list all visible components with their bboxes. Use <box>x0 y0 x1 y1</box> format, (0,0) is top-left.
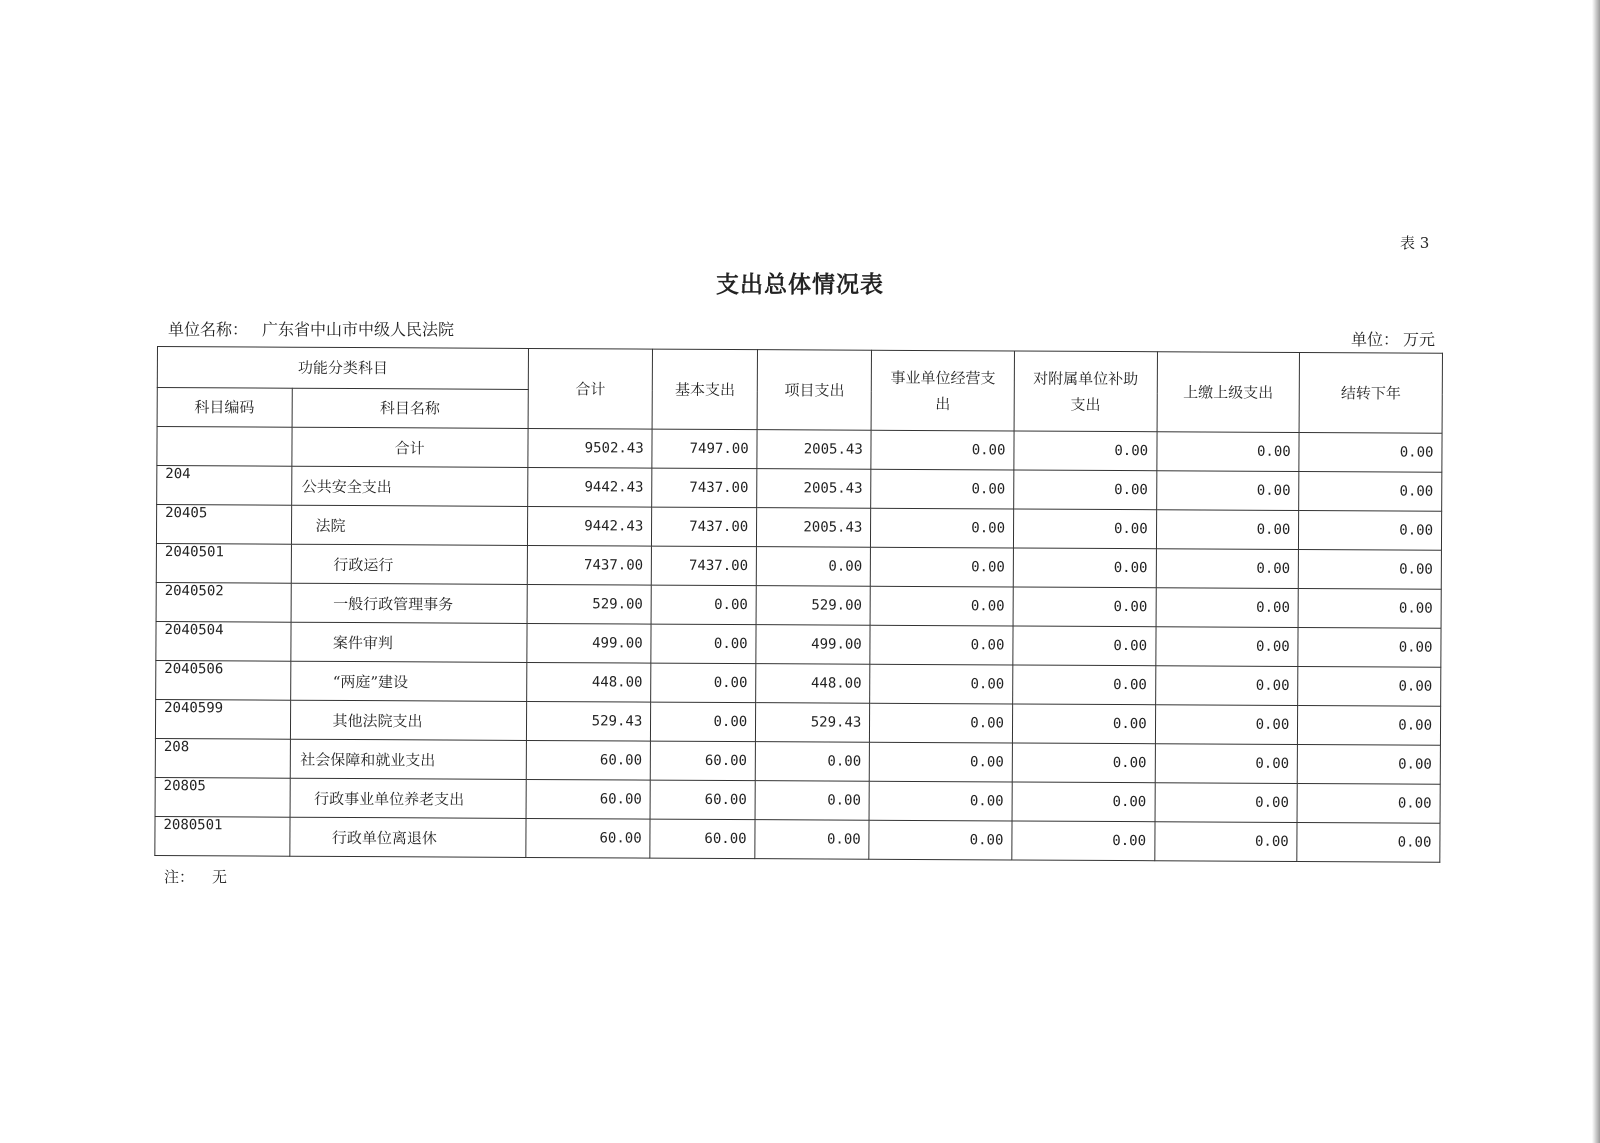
row-upper: 0.00 <box>1155 666 1298 706</box>
header-subject-code: 科目编码 <box>157 388 292 428</box>
row-total: 529.00 <box>527 584 652 624</box>
row-basic: 7437.00 <box>652 468 757 508</box>
row-carry: 0.00 <box>1298 588 1441 628</box>
row-code: 20405 <box>156 505 291 545</box>
row-project: 2005.43 <box>757 430 871 470</box>
row-upper: 0.00 <box>1156 510 1299 550</box>
row-total: 9502.43 <box>528 428 653 468</box>
table-body <box>155 427 1442 863</box>
row-carry: 0.00 <box>1299 471 1442 511</box>
row-upper: 0.00 <box>1155 705 1298 745</box>
row-business: 0.00 <box>870 625 1013 665</box>
row-business: 0.00 <box>871 469 1014 509</box>
row-project: 0.00 <box>755 781 869 821</box>
header-subsidy-expenditure: 对附属单位补助支出 <box>1014 351 1157 432</box>
table-row <box>157 466 1442 512</box>
table-row <box>156 621 1441 667</box>
unit-value: 万元 <box>1403 330 1436 349</box>
row-upper: 0.00 <box>1156 471 1299 511</box>
row-project: 448.00 <box>756 664 870 704</box>
table-row <box>156 582 1441 628</box>
row-basic: 0.00 <box>651 663 756 703</box>
row-project: 0.00 <box>755 820 869 860</box>
row-business: 0.00 <box>871 547 1014 587</box>
row-basic: 7497.00 <box>652 429 757 469</box>
table-header <box>157 347 1442 434</box>
unit-name-line <box>168 317 454 340</box>
row-carry: 0.00 <box>1299 549 1442 589</box>
row-project: 529.43 <box>756 703 870 743</box>
row-basic: 60.00 <box>650 780 755 820</box>
row-name: 行政单位离退休 <box>289 817 526 857</box>
form-number: 表 3 <box>1400 234 1430 252</box>
row-code: 20805 <box>155 777 290 817</box>
header-carry-forward: 结转下年 <box>1299 352 1442 433</box>
row-upper: 0.00 <box>1155 783 1298 823</box>
row-total: 7437.00 <box>527 545 652 585</box>
row-total: 60.00 <box>526 818 651 858</box>
row-upper: 0.00 <box>1156 432 1299 472</box>
row-total: 60.00 <box>526 740 651 780</box>
row-code <box>157 427 292 467</box>
row-carry: 0.00 <box>1298 627 1441 667</box>
row-project: 0.00 <box>756 547 870 587</box>
note-value: 无 <box>212 868 228 886</box>
row-upper: 0.00 <box>1156 549 1299 589</box>
row-name: 案件审判 <box>290 622 527 662</box>
row-basic: 0.00 <box>651 702 756 742</box>
row-basic: 60.00 <box>650 741 755 781</box>
row-total: 60.00 <box>526 779 651 819</box>
table-row <box>155 816 1440 862</box>
unit-name-value: 广东省中山市中级人民法院 <box>262 320 455 339</box>
row-basic: 60.00 <box>650 819 755 859</box>
header-total: 合计 <box>528 348 653 429</box>
row-carry: 0.00 <box>1299 510 1442 550</box>
row-basic: 7437.00 <box>651 546 756 586</box>
table-row <box>155 777 1440 823</box>
scan-edge-shadow <box>1592 0 1600 1143</box>
row-name: 行政事业单位养老支出 <box>290 778 527 818</box>
row-subsidy: 0.00 <box>1013 587 1156 627</box>
row-code: 2040506 <box>156 660 291 700</box>
row-name: 其他法院支出 <box>290 700 527 740</box>
table-row <box>156 505 1441 551</box>
header-basic-expenditure: 基本支出 <box>652 349 757 430</box>
unit-line <box>1351 327 1435 350</box>
row-subsidy: 0.00 <box>1012 743 1155 783</box>
row-carry: 0.00 <box>1298 744 1441 784</box>
table-row <box>156 543 1441 589</box>
table-row <box>155 699 1440 745</box>
row-code: 2080501 <box>155 816 290 856</box>
row-total: 529.43 <box>526 701 651 741</box>
row-code: 2040504 <box>156 621 291 661</box>
row-subsidy: 0.00 <box>1013 626 1156 666</box>
row-subsidy: 0.00 <box>1013 509 1156 549</box>
row-upper: 0.00 <box>1155 627 1298 667</box>
row-name: 公共安全支出 <box>291 466 528 506</box>
row-basic: 0.00 <box>651 585 756 625</box>
header-subject-name: 科目名称 <box>292 388 529 428</box>
table-row <box>155 738 1440 784</box>
row-name: 社会保障和就业支出 <box>290 739 527 779</box>
row-carry: 0.00 <box>1299 432 1442 472</box>
header-row-1 <box>157 347 1442 395</box>
row-upper: 0.00 <box>1156 588 1299 628</box>
row-upper: 0.00 <box>1154 822 1297 862</box>
row-subsidy: 0.00 <box>1012 821 1155 861</box>
page-title: 支出总体情况表 <box>716 271 884 298</box>
row-carry: 0.00 <box>1298 666 1441 706</box>
row-code: 204 <box>157 466 292 506</box>
row-code: 2040501 <box>156 543 291 583</box>
header-project-expenditure: 项目支出 <box>757 350 872 431</box>
row-business: 0.00 <box>870 703 1013 743</box>
row-basic: 7437.00 <box>652 507 757 547</box>
row-subsidy: 0.00 <box>1013 665 1156 705</box>
row-business: 0.00 <box>871 508 1014 548</box>
row-business: 0.00 <box>869 781 1012 821</box>
row-total: 448.00 <box>527 662 652 702</box>
row-code: 208 <box>155 738 290 778</box>
row-business: 0.00 <box>870 664 1013 704</box>
row-subsidy: 0.00 <box>1012 704 1155 744</box>
row-basic: 0.00 <box>651 624 756 664</box>
row-business: 0.00 <box>870 586 1013 626</box>
row-name: 法院 <box>291 505 528 545</box>
row-project: 0.00 <box>755 742 869 782</box>
unit-name-label: 单位名称： <box>168 320 249 339</box>
row-carry: 0.00 <box>1297 822 1440 862</box>
row-carry: 0.00 <box>1298 705 1441 745</box>
row-name: “两庭”建设 <box>290 661 527 701</box>
row-total: 9442.43 <box>527 506 652 546</box>
row-total: 499.00 <box>527 623 652 663</box>
row-subsidy: 0.00 <box>1013 548 1156 588</box>
row-name: 合计 <box>291 427 528 467</box>
table-row <box>156 660 1441 706</box>
row-subsidy: 0.00 <box>1012 782 1155 822</box>
row-code: 2040502 <box>156 582 291 622</box>
row-project: 2005.43 <box>757 508 871 548</box>
row-project: 2005.43 <box>757 469 871 509</box>
note-line <box>164 866 227 887</box>
row-total: 9442.43 <box>528 467 653 507</box>
row-business: 0.00 <box>870 742 1013 782</box>
header-upper-level-expenditure: 上缴上级支出 <box>1157 352 1300 433</box>
header-function-category: 功能分类科目 <box>157 347 528 390</box>
header-business-expenditure: 事业单位经营支出 <box>871 350 1014 431</box>
unit-label: 单位： <box>1351 330 1400 349</box>
row-upper: 0.00 <box>1155 744 1298 784</box>
row-carry: 0.00 <box>1297 783 1440 823</box>
row-project: 499.00 <box>756 625 870 665</box>
row-business: 0.00 <box>871 430 1014 470</box>
row-subsidy: 0.00 <box>1014 470 1157 510</box>
row-name: 行政运行 <box>291 544 528 584</box>
row-project: 529.00 <box>756 586 870 626</box>
table-row <box>157 427 1442 473</box>
row-business: 0.00 <box>869 820 1012 860</box>
row-subsidy: 0.00 <box>1014 431 1157 471</box>
row-code: 2040599 <box>155 699 290 739</box>
expenditure-table <box>154 346 1443 863</box>
row-name: 一般行政管理事务 <box>291 583 528 623</box>
note-label: 注： <box>164 868 195 886</box>
